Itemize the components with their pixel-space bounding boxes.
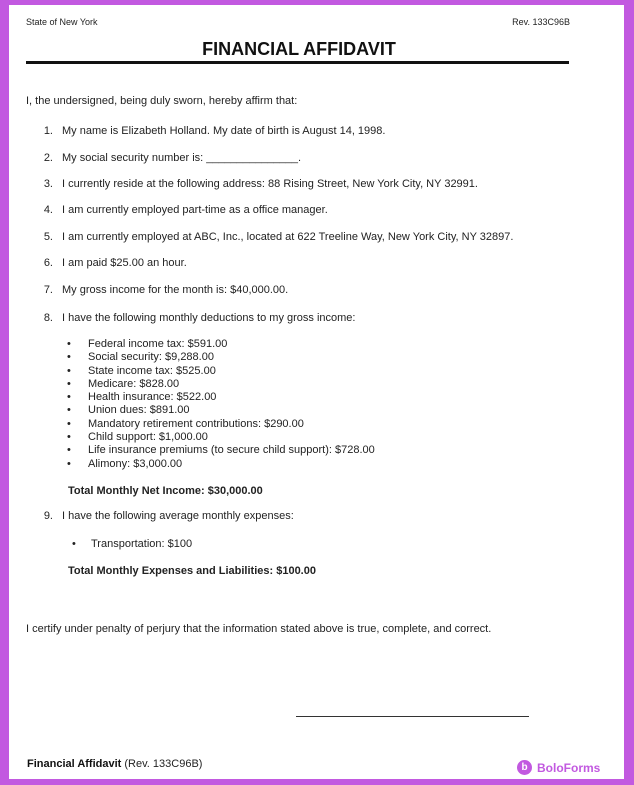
footer-form-name: Financial Affidavit	[27, 758, 122, 770]
expenses-total: Total Monthly Expenses and Liabilities: $100.00	[68, 565, 316, 577]
document-title: FINANCIAL AFFIDAVIT	[202, 39, 396, 59]
item-text: I am currently employed part-time as a office manager.	[62, 204, 328, 216]
item-text: My name is Elizabeth Holland. My date of birth is August 14, 1998.	[62, 125, 386, 137]
boloforms-logo-icon: b	[517, 760, 532, 775]
deduction-item: • Alimony: $3,000.00	[65, 458, 375, 471]
expense-item: • Transportation: $100	[70, 538, 192, 550]
intro-text: I, the undersigned, being duly sworn, hereby affirm that:	[26, 95, 298, 107]
deduction-item: • Medicare: $828.00	[65, 378, 375, 391]
document-page	[9, 5, 624, 779]
signature-line[interactable]	[296, 716, 529, 717]
deduction-item: • Federal income tax: $591.00	[65, 338, 375, 351]
item-number: 3.	[43, 178, 53, 190]
deduction-item: • Child support: $1,000.00	[65, 431, 375, 444]
item-number: 2.	[43, 152, 53, 164]
deduction-item: • State income tax: $525.00	[65, 365, 375, 378]
item-number: 9.	[43, 510, 53, 522]
item-text: My gross income for the month is: $40,000.00.	[62, 284, 289, 296]
brand-name: BoloForms	[537, 760, 601, 775]
deduction-item: • Mandatory retirement contributions: $290.00	[65, 418, 375, 431]
footer-label	[27, 758, 202, 770]
item-text: I have the following monthly deductions to my gross income:	[62, 312, 356, 324]
item-text: I have the following average monthly expenses:	[62, 510, 294, 522]
deduction-item: • Social security: $9,288.00	[65, 351, 375, 364]
deductions-list	[65, 338, 375, 471]
deduction-item: • Health insurance: $522.00	[65, 391, 375, 404]
title-rule	[26, 61, 569, 64]
item-number: 5.	[43, 231, 53, 243]
item-number: 4.	[43, 204, 53, 216]
revision-label: Rev. 133C96B	[512, 17, 570, 27]
footer-revision: (Rev. 133C96B)	[124, 758, 203, 770]
deduction-item: • Life insurance premiums (to secure child support): $728.00	[65, 444, 375, 457]
item-text: I am paid $25.00 an hour.	[62, 257, 187, 269]
item-number: 8.	[43, 312, 53, 324]
certification-statement: I certify under penalty of perjury that the information stated above is true, complete, and correct.	[26, 623, 492, 635]
item-text: I am currently employed at ABC, Inc., located at 622 Treeline Way, New York City, NY 32897.	[62, 231, 514, 243]
boloforms-brand[interactable]	[517, 760, 600, 775]
item-text: My social security number is: _______________.	[62, 152, 302, 164]
item-text: I currently reside at the following address: 88 Rising Street, New York City, NY 32991.	[62, 178, 478, 190]
item-number: 7.	[43, 284, 53, 296]
state-label: State of New York	[26, 17, 98, 27]
deduction-item: • Union dues: $891.00	[65, 404, 375, 417]
item-number: 6.	[43, 257, 53, 269]
item-number: 1.	[43, 125, 53, 137]
net-income-total: Total Monthly Net Income: $30,000.00	[68, 485, 263, 497]
